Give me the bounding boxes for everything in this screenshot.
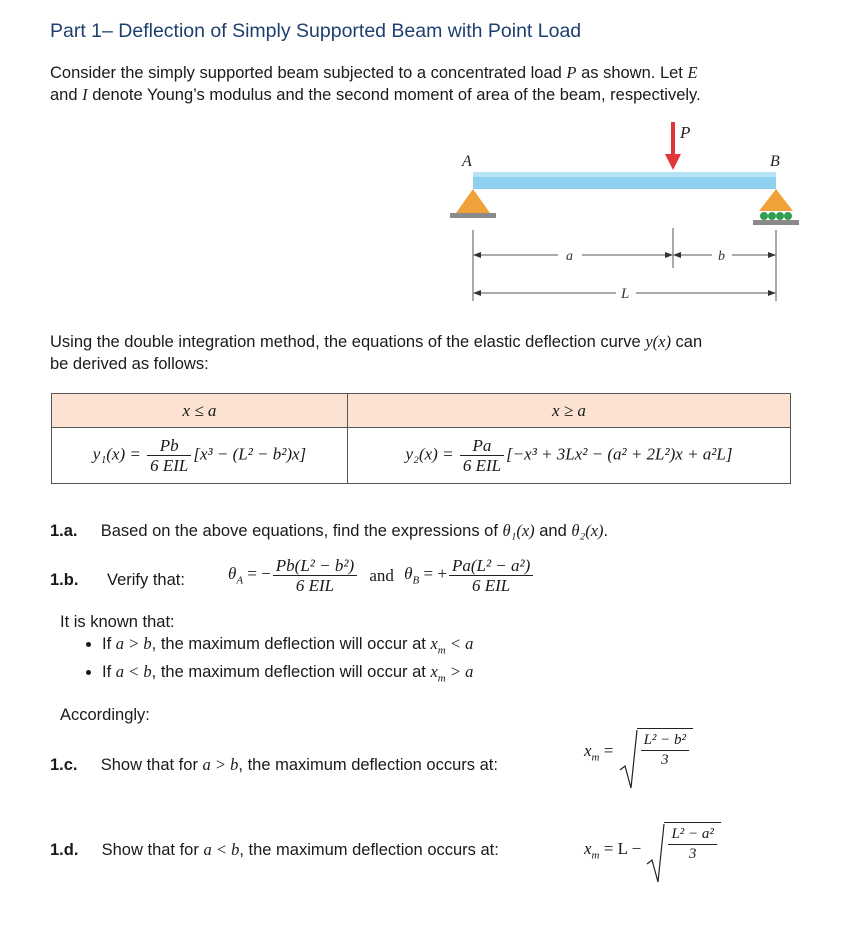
theta-sub: A bbox=[236, 574, 244, 587]
xm-sub: m bbox=[591, 751, 600, 764]
bullet-text: , the maximum deflection will occur at bbox=[151, 635, 431, 653]
question-math: a > b bbox=[202, 755, 239, 774]
question-text: , the maximum deflection occurs at: bbox=[239, 841, 499, 859]
question-math: θ₂(x) bbox=[571, 521, 604, 540]
label-p: P bbox=[680, 123, 691, 142]
theta-b-numerator: Pa(L² − a²) bbox=[451, 556, 531, 575]
equals-sign: = − bbox=[243, 564, 271, 584]
bullet-math: x bbox=[430, 662, 438, 682]
eq1-rhs: [x³ − (L² − b²)x] bbox=[193, 444, 307, 464]
question-text: Show that for bbox=[101, 841, 204, 859]
table-header-row bbox=[52, 394, 791, 428]
question-math: θ₁(x) bbox=[502, 521, 535, 540]
theta-b-denominator: 6 EIL bbox=[449, 575, 533, 595]
theta-a-denominator: 6 EIL bbox=[273, 575, 357, 595]
table-row bbox=[52, 428, 791, 484]
ground-b bbox=[753, 220, 799, 225]
and-word: and bbox=[369, 565, 394, 585]
xm-sub: m bbox=[591, 849, 600, 862]
theta-a-numerator: Pb(L² − b²) bbox=[275, 556, 355, 575]
roller-wheel bbox=[784, 212, 792, 220]
intro-paragraph bbox=[50, 62, 810, 106]
sqrt-denominator: 3 bbox=[641, 750, 689, 770]
bullet-sub: m bbox=[437, 644, 446, 657]
question-1c bbox=[50, 755, 498, 775]
question-text: , the maximum deflection occurs at: bbox=[238, 756, 498, 774]
sqrt-1c bbox=[618, 728, 693, 770]
dim-label-l: L bbox=[621, 286, 630, 302]
eq1-denominator: 6 EIL bbox=[147, 455, 191, 475]
label-a-support: A bbox=[462, 153, 472, 170]
bullet-math: a > b bbox=[115, 634, 152, 653]
question-math: a < b bbox=[203, 840, 240, 859]
eq2-lhs: y₂(x) = bbox=[405, 444, 458, 464]
pin-support bbox=[456, 189, 490, 213]
equation-cell-1 bbox=[52, 428, 348, 484]
theta-b-fraction bbox=[449, 556, 533, 595]
question-text: Based on the above equations, find the expressions of bbox=[100, 522, 503, 540]
eq2-fraction bbox=[460, 436, 504, 475]
page-title: Part 1– Deflection of Simply Supported Beam with Point Load bbox=[50, 20, 582, 42]
bullet-sub: m bbox=[437, 672, 446, 685]
dim-arrow bbox=[768, 252, 776, 258]
eq1-lhs: y₁(x) = bbox=[92, 444, 146, 464]
theta-sub: B bbox=[412, 574, 420, 587]
theta-symbol: θ bbox=[404, 564, 413, 584]
question-number: 1.c. bbox=[50, 756, 78, 774]
intro-text: Consider the simply supported beam subjected to a concentrated load bbox=[50, 64, 567, 82]
list-item bbox=[102, 633, 760, 661]
roller-wheel bbox=[760, 212, 768, 220]
bullet-math: a < b bbox=[115, 662, 152, 682]
bullet-text: , the maximum deflection will occur at bbox=[151, 663, 431, 682]
radical-sign bbox=[618, 728, 638, 790]
eq1-numerator: Pb bbox=[159, 436, 179, 455]
sqrt-denominator: 3 bbox=[668, 844, 716, 864]
known-list bbox=[82, 633, 760, 690]
xm-symbol: x bbox=[584, 740, 592, 760]
eq2-denominator: 6 EIL bbox=[460, 455, 504, 475]
dim-label-b: b bbox=[718, 249, 725, 264]
equals-minus: = L − bbox=[599, 838, 642, 858]
header-range-1: x ≤ a bbox=[182, 400, 217, 420]
ground-a bbox=[450, 213, 496, 218]
lead-paragraph bbox=[50, 331, 810, 375]
label-b-support: B bbox=[770, 153, 780, 170]
list-item bbox=[102, 661, 760, 689]
sqrt-fraction bbox=[668, 825, 716, 864]
question-1a bbox=[50, 521, 608, 541]
intro-text: as shown. Let bbox=[576, 64, 688, 82]
roller-wheel bbox=[776, 212, 784, 220]
intro-var-i: I bbox=[82, 85, 88, 104]
question-number: 1.b. bbox=[50, 571, 79, 589]
known-section bbox=[60, 611, 760, 690]
question-number: 1.a. bbox=[50, 522, 78, 540]
theta-symbol: θ bbox=[228, 564, 237, 584]
radical-sign bbox=[645, 822, 665, 884]
lead-text: can bbox=[670, 333, 703, 351]
intro-text: and bbox=[50, 86, 83, 104]
question-text: and bbox=[534, 522, 572, 540]
dim-arrow bbox=[768, 290, 776, 296]
bullet-math: < a bbox=[445, 634, 474, 653]
lead-text: be derived as follows: bbox=[50, 355, 209, 373]
xm-equation-1c bbox=[584, 728, 693, 770]
question-text: Show that for bbox=[100, 756, 203, 774]
beam-diagram bbox=[440, 118, 810, 318]
roller-support bbox=[759, 189, 793, 211]
header-range-2: x ≥ a bbox=[552, 400, 586, 420]
bullet-math: x bbox=[430, 634, 438, 653]
beam-highlight bbox=[473, 172, 776, 177]
sqrt-numerator: L² − a² bbox=[671, 826, 714, 842]
header-cell bbox=[348, 394, 791, 428]
eq2-rhs: [−x³ + 3Lx² − (a² + 2L²)x + a²L] bbox=[506, 444, 733, 464]
bullet-text: If bbox=[102, 635, 116, 653]
intro-var-e: E bbox=[687, 63, 698, 82]
eq2-numerator: Pa bbox=[472, 436, 492, 455]
eq1-fraction bbox=[147, 436, 191, 475]
bullet-text: If bbox=[102, 663, 116, 682]
dim-arrow bbox=[473, 252, 481, 258]
load-arrow-head bbox=[665, 154, 681, 170]
roller-wheel bbox=[768, 212, 776, 220]
intro-text: denote Young’s modulus and the second moment of area of the beam, respectively. bbox=[87, 86, 701, 104]
bullet-math: > a bbox=[445, 662, 474, 682]
dim-label-a: a bbox=[566, 249, 573, 264]
sqrt-1d bbox=[645, 822, 720, 864]
lead-math: y(x) bbox=[645, 332, 671, 351]
dim-arrow bbox=[673, 252, 681, 258]
xm-symbol: x bbox=[584, 838, 592, 858]
lead-text: Using the double integration method, the equations of the elastic deflection curve bbox=[50, 333, 646, 351]
intro-var-p: P bbox=[566, 63, 577, 82]
dim-arrow bbox=[665, 252, 673, 258]
xm-equation-1d bbox=[584, 822, 721, 864]
equals-sign: = + bbox=[419, 564, 447, 584]
question-text: Verify that: bbox=[107, 571, 185, 589]
equals-sign: = bbox=[599, 740, 614, 760]
dim-arrow bbox=[473, 290, 481, 296]
equation-cell-2 bbox=[348, 428, 791, 484]
question-number: 1.d. bbox=[50, 841, 79, 859]
question-text: . bbox=[603, 522, 609, 540]
known-intro: It is known that: bbox=[60, 613, 175, 631]
deflection-equations-table bbox=[51, 393, 791, 484]
theta-a-fraction bbox=[273, 556, 357, 595]
sqrt-numerator: L² − b² bbox=[643, 732, 687, 748]
accordingly-label: Accordingly: bbox=[60, 706, 150, 724]
sqrt-fraction bbox=[641, 731, 689, 770]
question-1d bbox=[50, 840, 499, 860]
theta-a-equation bbox=[228, 556, 535, 595]
header-cell bbox=[52, 394, 348, 428]
